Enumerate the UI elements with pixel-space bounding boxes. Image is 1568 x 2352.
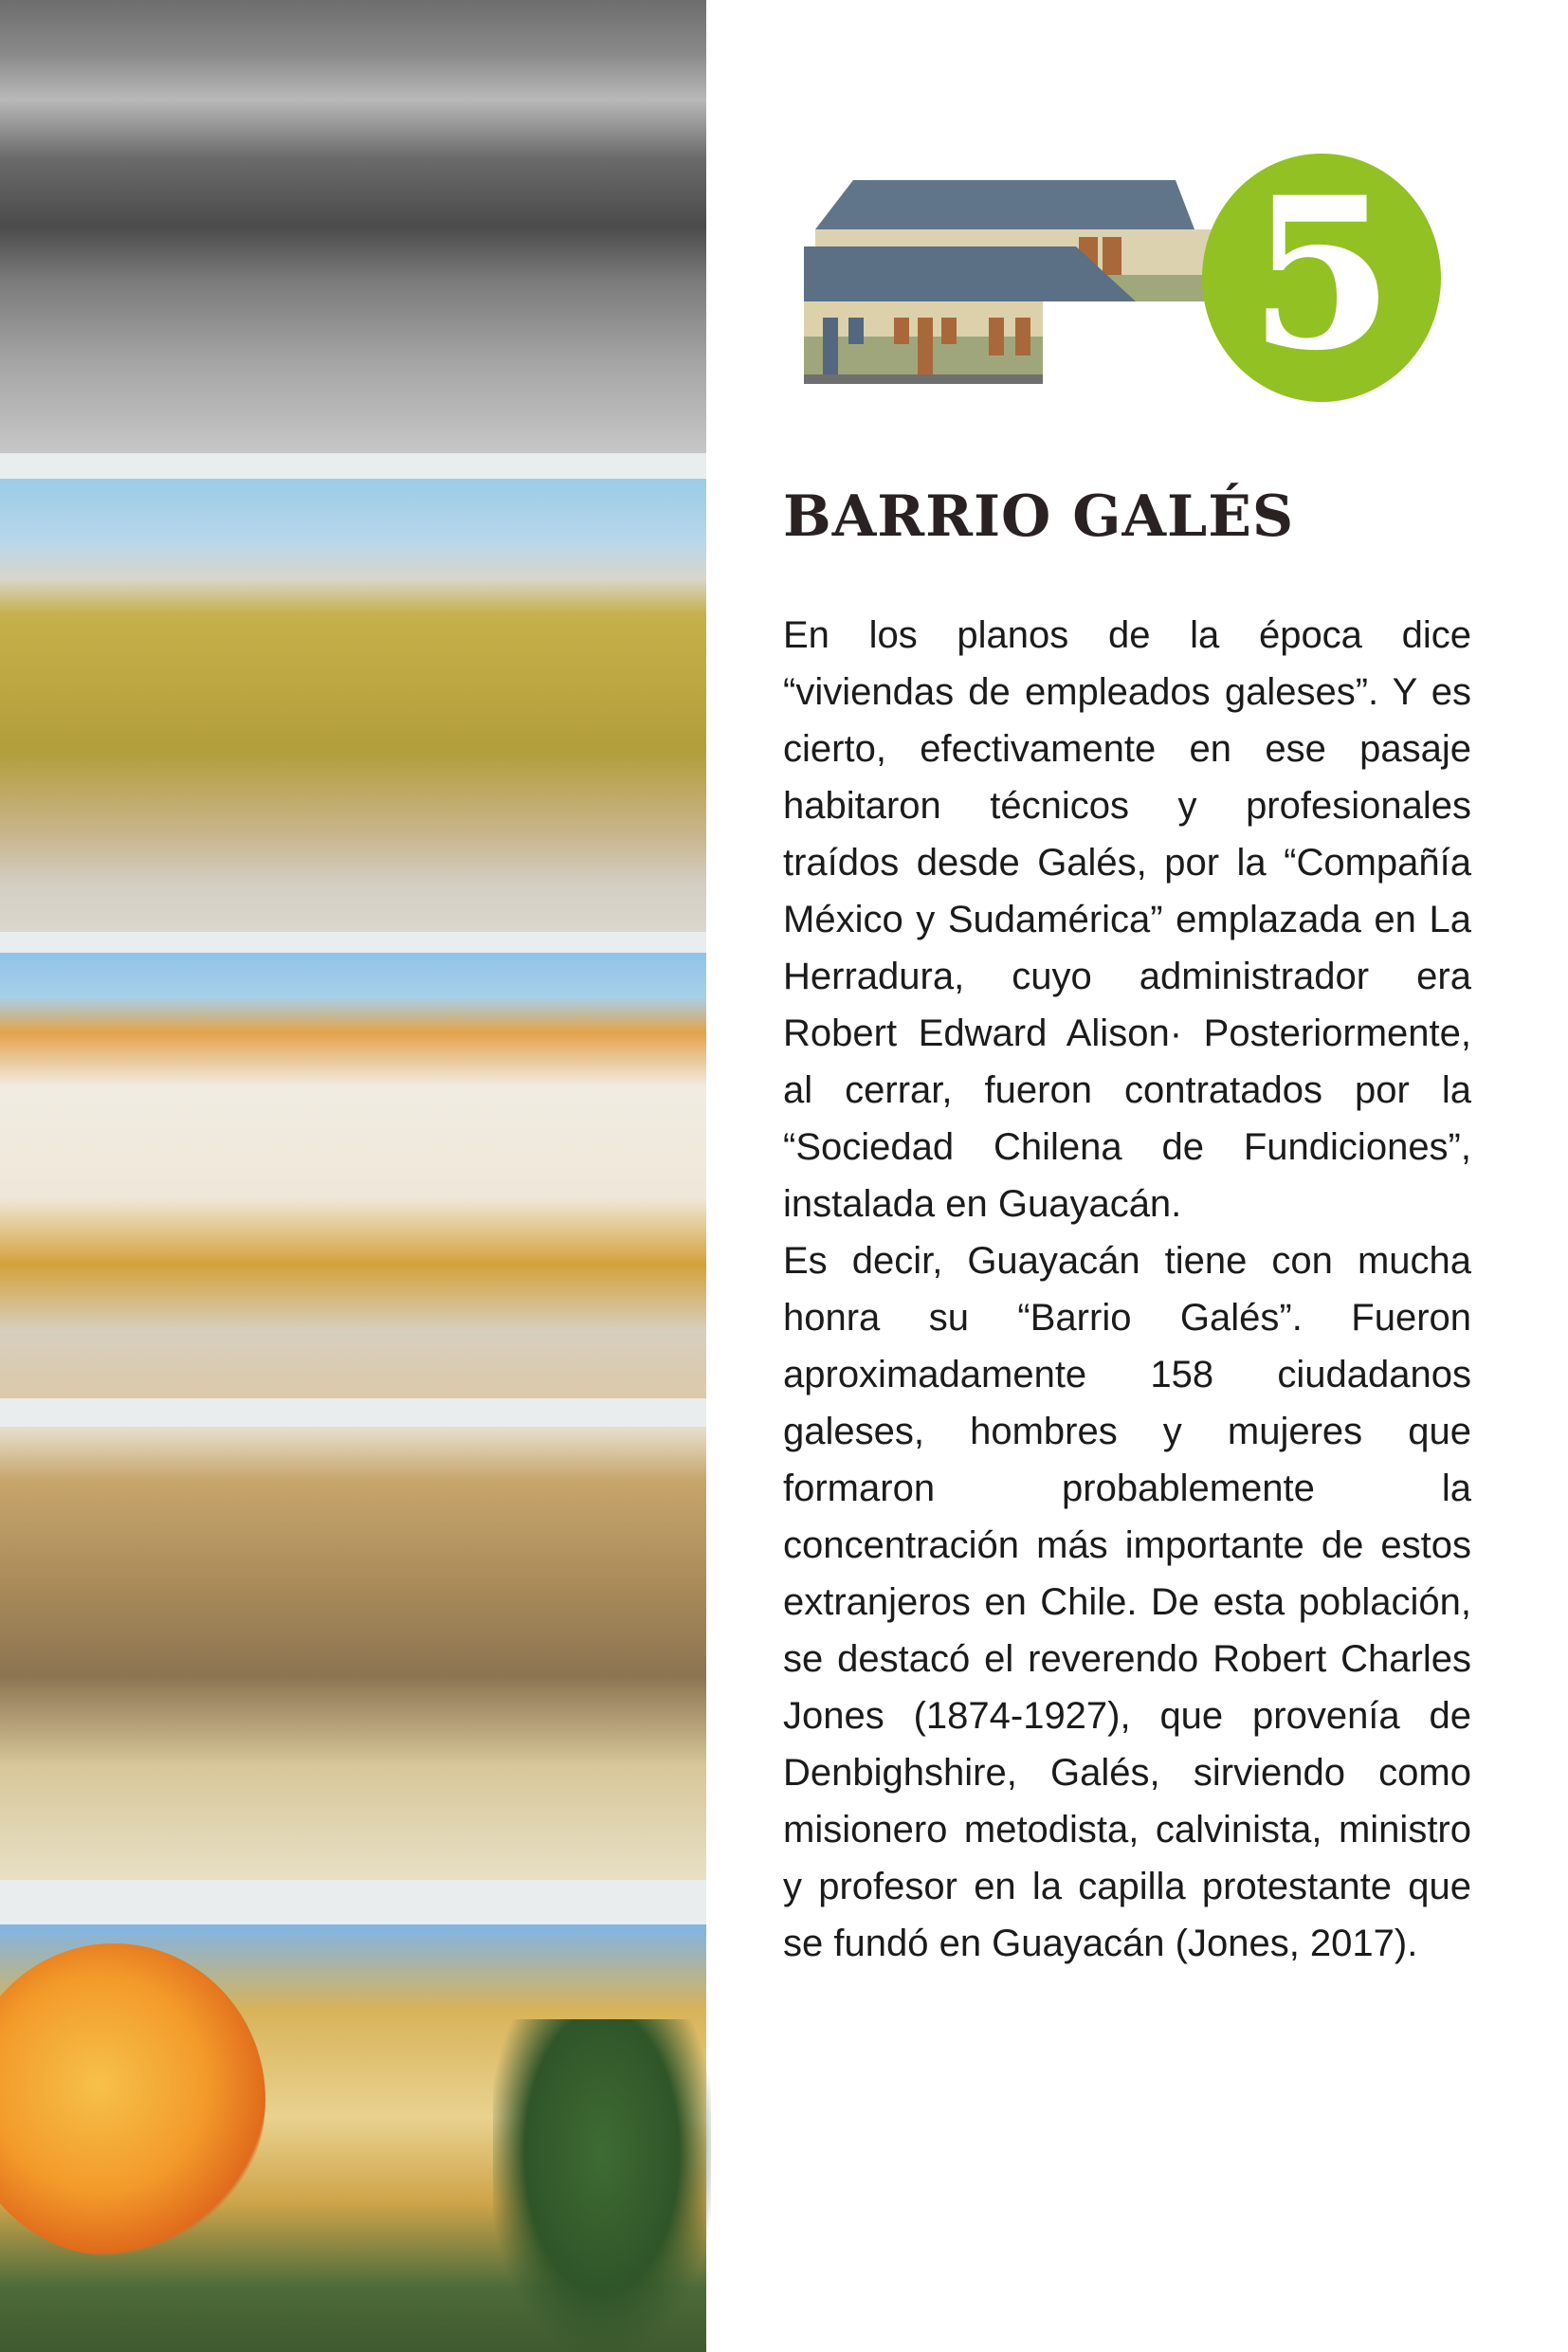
back-building-roof — [815, 180, 1194, 229]
window-icon — [1015, 318, 1030, 356]
door-icon — [823, 318, 838, 374]
window-icon — [1103, 237, 1121, 275]
front-building-step — [804, 374, 1043, 384]
yellow-house-photo — [0, 479, 706, 932]
palm-plant — [493, 2019, 711, 2352]
window-icon — [989, 318, 1004, 356]
white-orange-row-houses-photo — [0, 953, 706, 1398]
window-icon — [848, 318, 864, 344]
paragraph: En los planos de la época dice “viviendas de empleados galeses”. Y es cierto, efectivamente en ese pasaje habitaron técnicos y profesionales traídos desde Galés, por la “Compañía México y Sudamérica” emplazada en La Herradura, cuyo administrador era Robert Edward Alison· Posteriormente, al cerrar, fueron contratados por la “Sociedad Chilena de Fundiciones”, instalada en Guayacán. — [783, 614, 1471, 1225]
photo-column — [0, 0, 706, 2352]
window-icon — [941, 318, 957, 344]
body-text — [783, 607, 1471, 1972]
historic-panorama-photo — [0, 0, 706, 453]
page-title: BARRIO GALÉS — [783, 483, 1295, 550]
section-number-badge — [1202, 151, 1441, 402]
door-icon — [918, 318, 933, 374]
window-icon — [894, 318, 909, 344]
paragraph: Es decir, Guayacán tiene con mucha honra su “Barrio Galés”. Fueron aproximadamente 158 ciudadanos galeses, hombres y mujeres que formaron probablemente la concentración más importante de estos extranjeros en Chile. De esta población, se destacó el reverendo Robert Charles Jones (1874-1927), que provenía de Denbighshire, Galés, sirviendo como misionero metodista, calvinista, ministro y profesor en la capilla protestante que se fundó en Guayacán (Jones, 2017). — [783, 1240, 1471, 1964]
section-header-illustration — [794, 142, 1449, 412]
section-number: 5 — [1249, 151, 1395, 396]
adobe-ruin-house-photo — [0, 1427, 706, 1880]
